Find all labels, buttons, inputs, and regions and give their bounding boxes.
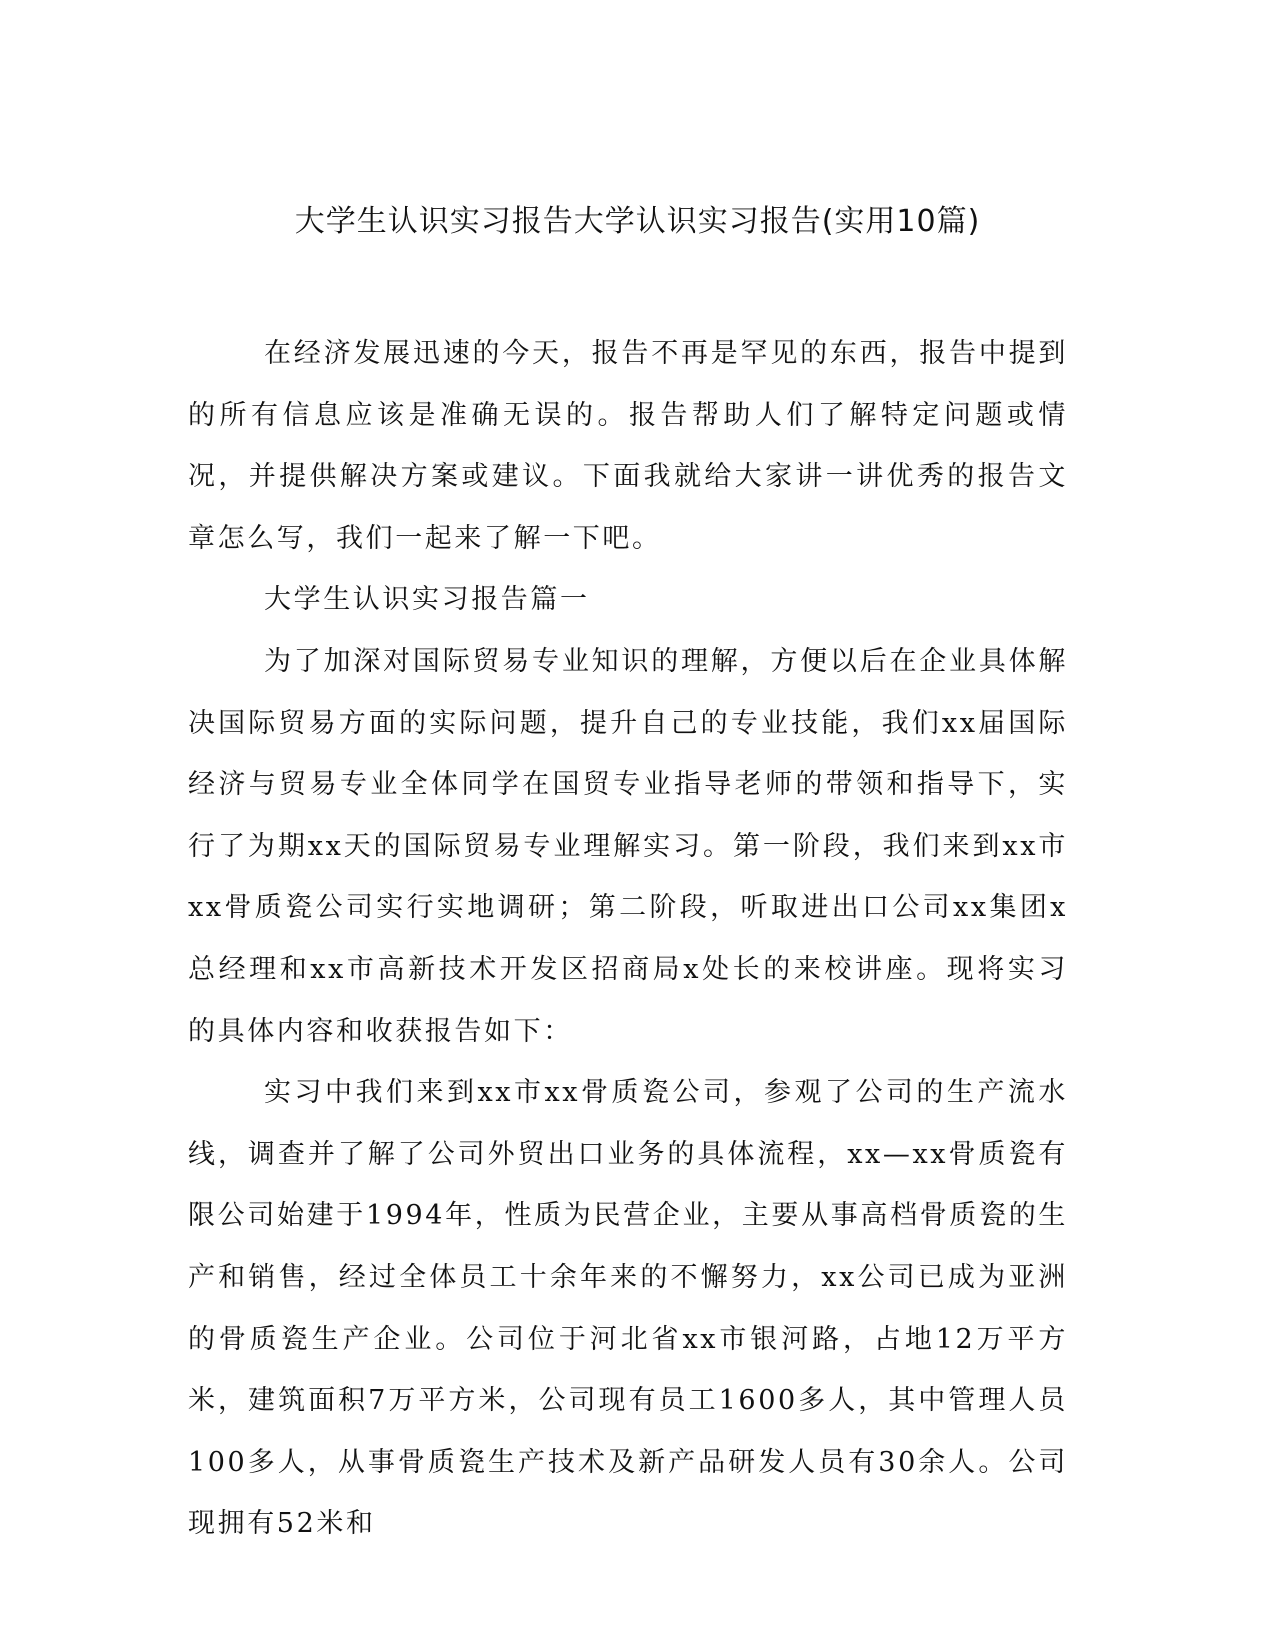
- document-body: [188, 323, 1068, 1555]
- section-heading-part-one: 大学生认识实习报告篇一: [264, 584, 590, 616]
- paragraph-company-visit: 实习中我们来到xx市xx骨质瓷公司，参观了公司的生产流水线，调查并了解了公司外贸出口业务的具体流程，xx—xx骨质瓷有限公司始建于1994年，性质为民营企业，主要从事高档骨质瓷的生产和销售，经过全体员工十余年来的不懈努力，xx公司已成为亚洲的骨质瓷生产企业。公司位于河北省xx市银河路，占地12万平方米，建筑面积7万平方米，公司现有员工1600多人，其中管理人员100多人，从事骨质瓷生产技术及新产品研发人员有30余人。公司现拥有52米和: [188, 1077, 1068, 1540]
- paragraph-intro: 在经济发展迅速的今天，报告不再是罕见的东西，报告中提到的所有信息应该是准确无误的。报告帮助人们了解特定问题或情况，并提供解决方案或建议。下面我就给大家讲一讲优秀的报告文章怎么写，我们一起来了解一下吧。: [188, 338, 1068, 554]
- document-title: 大学生认识实习报告大学认识实习报告(实用10篇): [294, 204, 981, 239]
- paragraph-internship-overview: 为了加深对国际贸易专业知识的理解，方便以后在企业具体解决国际贸易方面的实际问题，提升自己的专业技能，我们xx届国际经济与贸易专业全体同学在国贸专业指导老师的带领和指导下，实行了为期xx天的国际贸易专业理解实习。第一阶段，我们来到xx市xx骨质瓷公司实行实地调研；第二阶段，听取进出口公司xx集团x总经理和xx市高新技术开发区招商局x处长的来校讲座。现将实习的具体内容和收获报告如下：: [188, 645, 1068, 1047]
